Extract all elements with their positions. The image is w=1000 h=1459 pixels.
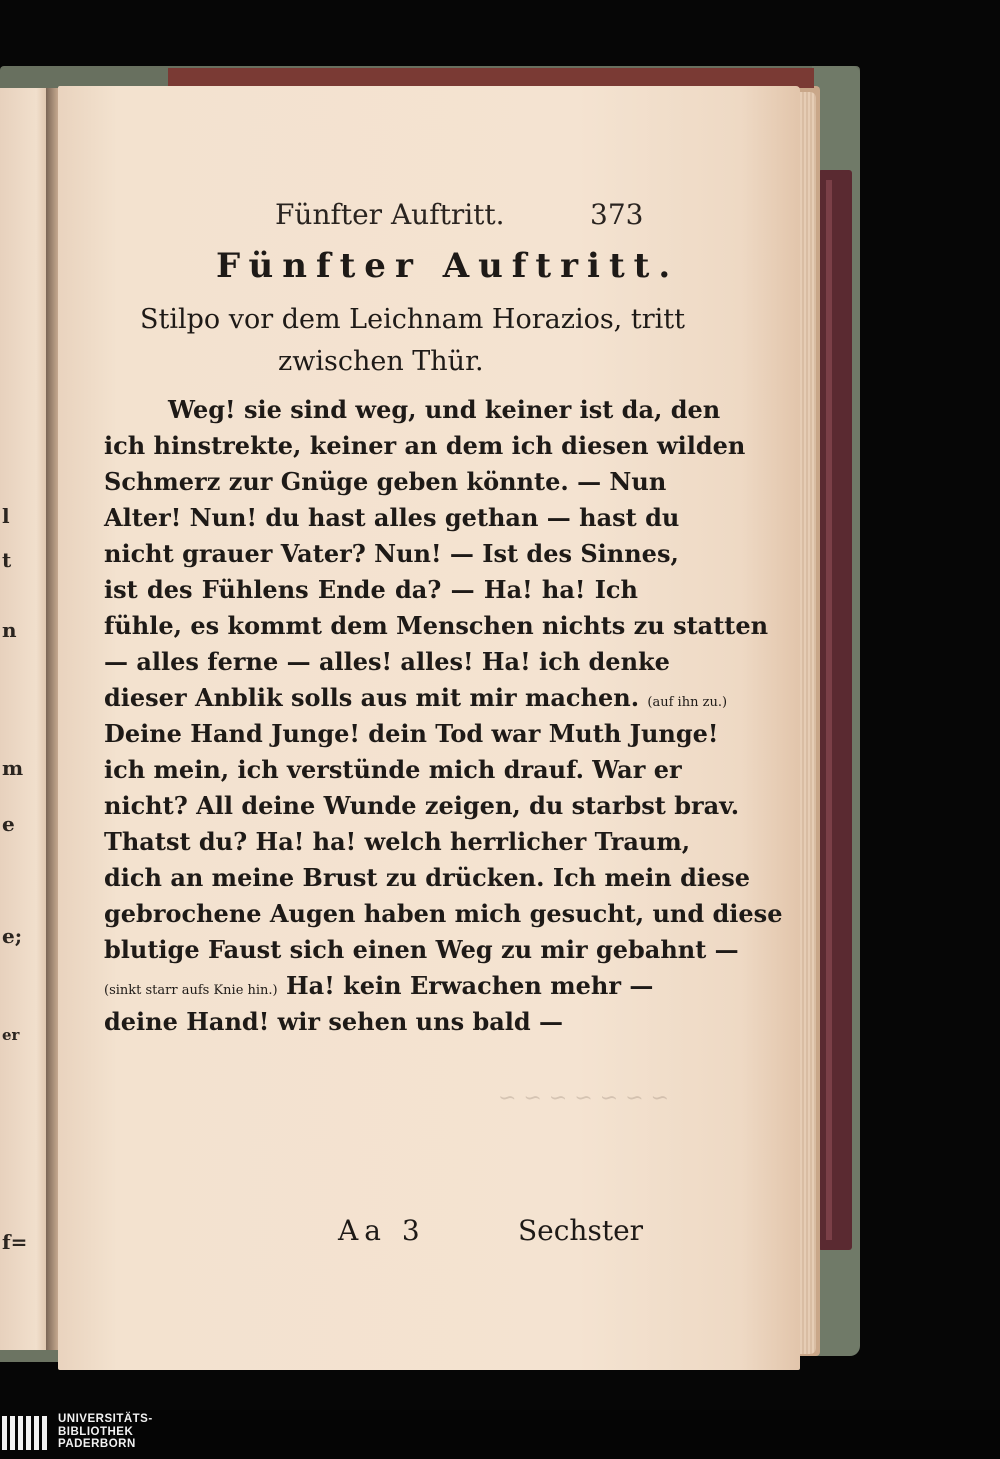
page-number: 373 bbox=[590, 198, 644, 231]
left-page-text-fragments bbox=[0, 88, 52, 1350]
stage-direction-inline: (auf ihn zu.) bbox=[647, 695, 728, 710]
running-head: Fünfter Auftritt. bbox=[275, 198, 505, 231]
left-fragment: l bbox=[2, 504, 10, 528]
scene-title: Fünfter Auftritt. bbox=[216, 246, 680, 286]
body-line: Deine Hand Junge! dein Tod war Muth Junge! bbox=[104, 719, 719, 748]
body-line: gebrochene Augen haben mich gesucht, und diese bbox=[104, 899, 783, 928]
body-line: dich an meine Brust zu drücken. Ich mein diese bbox=[104, 863, 751, 892]
left-fragment: f= bbox=[2, 1230, 28, 1254]
leather-strip bbox=[818, 170, 852, 1250]
body-line: dieser Anblik solls aus mit mir machen. bbox=[104, 683, 640, 712]
catchword: Sechster bbox=[518, 1214, 644, 1247]
logo-line: PADERBORN bbox=[58, 1438, 136, 1450]
page-373 bbox=[58, 86, 800, 1370]
library-logo-icon bbox=[2, 1416, 52, 1450]
left-fragment: n bbox=[2, 618, 17, 642]
library-logo-text bbox=[58, 1413, 153, 1451]
left-fragment: e; bbox=[2, 924, 23, 948]
body-line: Alter! Nun! du hast alles gethan — hast du bbox=[104, 503, 680, 532]
left-fragment: m bbox=[2, 756, 24, 780]
body-line: ich mein, ich verstünde mich drauf. War er bbox=[104, 755, 682, 784]
body-line: Ha! kein Erwachen mehr — bbox=[286, 971, 654, 1000]
body-line: fühle, es kommt dem Menschen nichts zu statten bbox=[104, 611, 769, 640]
body-line: nicht? All deine Wunde zeigen, du starbst brav. bbox=[104, 791, 740, 820]
bleed-through: ~ ~ ~ ~ ~ ~ ~ bbox=[498, 1086, 669, 1111]
left-fragment: t bbox=[2, 548, 12, 572]
signature-mark: Aa 3 bbox=[338, 1214, 426, 1247]
left-fragment: er bbox=[2, 1026, 20, 1044]
logo-line: UNIVERSITÄTS- bbox=[58, 1413, 153, 1425]
headband bbox=[168, 68, 814, 88]
left-fragment: e bbox=[2, 812, 15, 836]
body-line: ich hinstrekte, keiner an dem ich diesen wilden bbox=[104, 431, 746, 460]
body-line-with-direction bbox=[104, 680, 728, 716]
body-line: ist des Fühlens Ende da? — Ha! ha! Ich bbox=[104, 575, 638, 604]
body-line: Thatst du? Ha! ha! welch herrlicher Traum, bbox=[104, 827, 691, 856]
stage-direction-inline: (sinkt starr aufs Knie hin.) bbox=[104, 983, 278, 998]
body-line: deine Hand! wir sehen uns bald — bbox=[104, 1007, 564, 1036]
body-line: Weg! sie sind weg, und keiner ist da, den bbox=[168, 395, 721, 424]
page-text bbox=[58, 86, 800, 1370]
body-line-with-direction bbox=[104, 968, 654, 1004]
body-line: — alles ferne — alles! alles! Ha! ich denke bbox=[104, 647, 670, 676]
body-line: nicht grauer Vater? Nun! — Ist des Sinnes, bbox=[104, 539, 679, 568]
stage-direction-line: Stilpo vor dem Leichnam Horazios, tritt bbox=[140, 304, 685, 335]
stage-direction-line: zwischen Thür. bbox=[278, 346, 484, 377]
body-line: Schmerz zur Gnüge geben könnte. — Nun bbox=[104, 467, 667, 496]
logo-line: BIBLIOTHEK bbox=[58, 1425, 134, 1438]
body-line: blutige Faust sich einen Weg zu mir gebahnt — bbox=[104, 935, 739, 964]
left-facing-page bbox=[0, 88, 52, 1350]
